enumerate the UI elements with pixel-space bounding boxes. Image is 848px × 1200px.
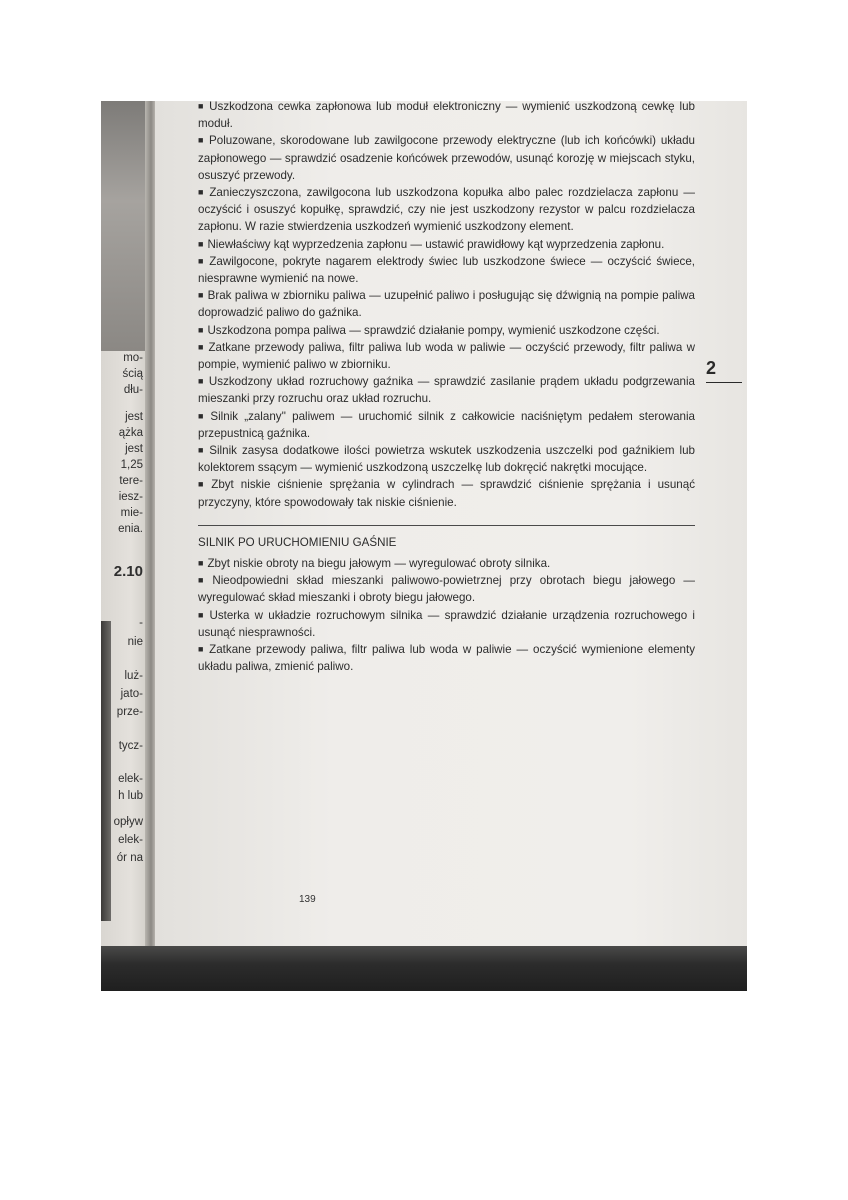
list-item: ■ Uszkodzona pompa paliwa — sprawdzić działanie pompy, wymienić uszkodzone części. — [198, 323, 660, 337]
list-item: ■ Nieodpowiedni skład mieszanki paliwowo-powietrznej przy obrotach biegu jałowego — wyregulować skład mieszanki i obroty biegu jałowego. — [198, 574, 696, 605]
margin-fragment: 1,25 — [120, 459, 143, 471]
section-heading: SILNIK PO URUCHOMIENIU GAŚNIE — [198, 535, 397, 549]
margin-fragment: luż- — [124, 670, 143, 682]
list-item: ■ Zanieczyszczona, zawilgocona lub uszkodzona kopułka albo palec rozdzielacza zapłonu — oczyścić i osuszyć kopułkę, sprawdzić, czy nie jest uszkodzony rezystor w palcu rozdzielacza zapłonu. W razie stwierdzenia uszkodzeń wymienić uszkodzony element. — [198, 186, 695, 234]
margin-fragment: dłu- — [123, 384, 143, 396]
list-item-text: Zawilgocone, pokryte nagarem elektrody świec lub uszkodzone świece — oczyścić świece, niesprawne wymienić na nowe. — [198, 254, 695, 286]
book-cover-edge — [101, 946, 747, 991]
margin-fragment: jest — [125, 411, 143, 423]
list-item-text: Uszkodzona pompa paliwa — sprawdzić działanie pompy, wymienić uszkodzone części. — [207, 323, 660, 337]
list-item: ■ Zatkane przewody paliwa, filtr paliwa lub woda w paliwie — oczyścić przewody, filtr paliwa w pompie, wymienić paliwo w zbiorniku. — [198, 340, 695, 372]
list-item: ■ Silnik „zalany'' paliwem — uruchomić silnik z całkowicie naciśniętym pedałem sterowania przepustnicą gaźnika. — [198, 409, 696, 440]
margin-fragment: ór na — [116, 852, 143, 864]
list-item: ■ Zawilgocone, pokryte nagarem elektrody świec lub uszkodzone świece — oczyścić świece, niesprawne wymienić na nowe. — [198, 254, 695, 286]
margin-fragment: jato- — [120, 688, 143, 700]
margin-fragment: prze- — [116, 706, 143, 718]
list-item-text: Silnik zasysa dodatkowe ilości powietrza wskutek uszkodzenia uszczelki pod gaźnikiem lub kolektorem ssącym — wymienić uszkodzoną uszczelkę lub dokręcić nakrętki mocujące. — [198, 444, 695, 475]
list-item: ■ Silnik zasysa dodatkowe ilości powietrza wskutek uszkodzenia uszczelki pod gaźnikiem lub kolektorem ssącym — wymienić uszkodzoną uszczelkę lub dokręcić nakrętki mocujące. — [198, 444, 695, 475]
list-item-text: Uszkodzona cewka zapłonowa lub moduł elektroniczny — wymienić uszkodzoną cewkę lub moduł. — [198, 100, 695, 131]
margin-fragment: ścią — [122, 368, 143, 380]
margin-fragment: nie — [127, 636, 143, 648]
margin-fragment: - — [139, 617, 143, 629]
list-item-text: Zbyt niskie ciśnienie sprężania w cylindrach — sprawdzić ciśnienie sprężania i usunąć przyczyny, które spowodowały tak niskie ciśnienie. — [198, 478, 695, 509]
list-item: ■ Uszkodzona cewka zapłonowa lub moduł elektroniczny — wymienić uszkodzoną cewkę lub moduł. — [198, 100, 695, 131]
list-item: ■ Usterka w układzie rozruchowym silnika — sprawdzić działanie urządzenia rozruchowego i usunąć niesprawności. — [198, 608, 696, 639]
margin-fragment: h lub — [118, 790, 143, 802]
list-item-text: Niewłaściwy kąt wyprzedzenia zapłonu — ustawić prawidłowy kąt wyprzedzenia zapłonu. — [207, 237, 665, 251]
list-item-text: Usterka w układzie rozruchowym silnika — sprawdzić działanie urządzenia rozruchowego i usunąć niesprawności. — [198, 608, 696, 639]
margin-fragment: opływ — [113, 816, 143, 828]
margin-fragment: tycz- — [118, 740, 143, 752]
list-item: ■ Niewłaściwy kąt wyprzedzenia zapłonu — ustawić prawidłowy kąt wyprzedzenia zapłonu. — [198, 237, 665, 251]
margin-fragment: jest — [125, 443, 143, 455]
page-text — [198, 98, 695, 676]
margin-fragment: iesz- — [118, 491, 143, 503]
margin-fragment: tere- — [119, 475, 143, 487]
list-item: ■ Zbyt niskie obroty na biegu jałowym — wyregulować obroty silnika. — [198, 557, 551, 571]
list-item-text: Uszkodzony układ rozruchowy gaźnika — sprawdzić zasilanie prądem układu podgrzewania mieszanki przy rozruchu oraz układ rozruchu. — [198, 375, 696, 406]
list-item: ■ Zbyt niskie ciśnienie sprężania w cylindrach — sprawdzić ciśnienie sprężania i usunąć przyczyny, które spowodowały tak niskie ciśnienie. — [198, 478, 695, 509]
margin-fragment: mie- — [120, 507, 143, 519]
section-divider — [198, 525, 695, 526]
margin-fragment: enia. — [118, 523, 143, 535]
list-item: ■ Poluzowane, skorodowane lub zawilgocone przewody elektryczne (lub ich końcówki) układu zapłonowego — sprawdzić osadzenie końcówek przewodów, usunąć korozję w miejscach styku, osuszyć przewody. — [198, 134, 696, 182]
section-tab-number: 2 — [706, 358, 717, 378]
left-margin-fragments — [101, 101, 145, 946]
margin-fragment: elek- — [118, 834, 143, 846]
list-item: ■ Zatkane przewody paliwa, filtr paliwa lub woda w paliwie — oczyścić wymienione elementy układu paliwa, zmienić paliwo. — [198, 643, 695, 674]
margin-fragment: elek- — [118, 773, 143, 785]
list-item-text: Poluzowane, skorodowane lub zawilgocone przewody elektryczne (lub ich końcówki) układu zapłonowego — sprawdzić osadzenie końcówek przewodów, usunąć korozję w miejscach styku, osuszyć przewody. — [198, 134, 696, 182]
margin-fragment: ążka — [118, 427, 143, 439]
list-item-text: Nieodpowiedni skład mieszanki paliwowo-powietrznej przy obrotach biegu jałowego — wyregulować skład mieszanki i obroty biegu jałowego. — [198, 574, 696, 605]
list-item-text: Brak paliwa w zbiorniku paliwa — uzupełnić paliwo i posługując się dźwignią na pompie paliwa doprowadzić paliwo do gaźnika. — [198, 289, 695, 320]
list-item-text: Zatkane przewody paliwa, filtr paliwa lub woda w paliwie — oczyścić przewody, filtr paliwa w pompie, wymienić paliwo w zbiorniku. — [198, 340, 695, 372]
list-item-text: Silnik „zalany'' paliwem — uruchomić silnik z całkowicie naciśniętym pedałem sterowania przepustnicą gaźnika. — [198, 409, 696, 440]
list-item-text: Zbyt niskie obroty na biegu jałowym — wyregulować obroty silnika. — [207, 557, 551, 571]
list-item: ■ Brak paliwa w zbiorniku paliwa — uzupełnić paliwo i posługując się dźwignią na pompie paliwa doprowadzić paliwo do gaźnika. — [198, 289, 695, 320]
list-item: ■ Uszkodzony układ rozruchowy gaźnika — sprawdzić zasilanie prądem układu podgrzewania mieszanki przy rozruchu oraz układ rozruchu. — [198, 375, 696, 406]
section-tab-rule — [706, 382, 742, 383]
list-item-text: Zanieczyszczona, zawilgocona lub uszkodzona kopułka albo palec rozdzielacza zapłonu — oczyścić i osuszyć kopułkę, sprawdzić, czy nie jest uszkodzony rezystor w palcu rozdzielacza zapłonu. W razie stwierdzenia uszkodzeń wymienić uszkodzony element. — [198, 186, 695, 234]
page-number: 139 — [299, 894, 316, 905]
margin-fragment: mo- — [123, 352, 143, 364]
margin-section-number: 2.10 — [113, 563, 143, 580]
list-item-text: Zatkane przewody paliwa, filtr paliwa lub woda w paliwie — oczyścić wymienione elementy układu paliwa, zmienić paliwo. — [198, 643, 695, 674]
